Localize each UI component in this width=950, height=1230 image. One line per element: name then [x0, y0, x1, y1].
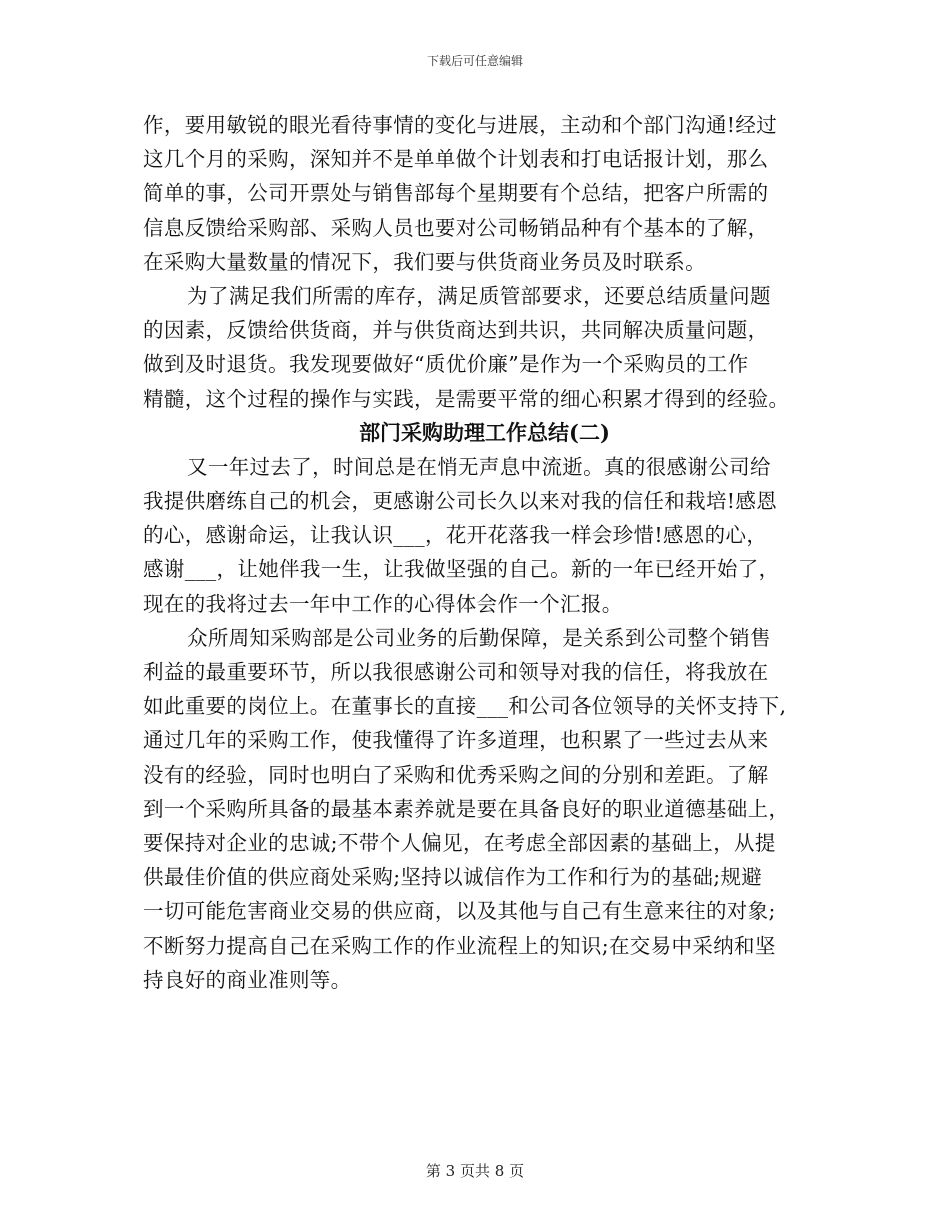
paragraph	[143, 279, 818, 416]
text-line: 作，要用敏锐的眼光看待事情的变化与进展，主动和个部门沟通!经过	[143, 113, 778, 137]
text-line: 现在的我将过去一年中工作的心得体会作一个汇报。	[143, 591, 623, 616]
text-line: 通过几年的采购工作，使我懂得了许多道理，也积累了一些过去从来	[143, 728, 769, 753]
text-line: 为了满足我们所需的库存，满足质管部要求，还要总结质量问题	[187, 283, 771, 308]
text-line: 做到及时退货。我发现要做好“质优价廉”是作为一个采购员的工作	[143, 352, 749, 377]
text-line: 在采购大量数量的情况下，我们要与供货商业务员及时联系。	[143, 249, 706, 274]
paragraph	[143, 621, 818, 997]
text-line: 众所周知采购部是公司业务的后勤保障，是关系到公司整个销售	[187, 625, 771, 650]
text-line: 一切可能危害商业交易的供应商，以及其他与自己有生意来往的对象;	[143, 899, 776, 924]
text-line: 如此重要的岗位上。在董事长的直接___和公司各位领导的关怀支持下,	[143, 694, 787, 719]
document-body	[143, 108, 818, 997]
paragraph	[143, 108, 818, 279]
text-line: 要保持对企业的忠诚;不带个人偏见，在考虑全部因素的基础上，从提	[143, 830, 776, 855]
page-header: 下载后可任意编辑	[426, 54, 523, 68]
text-line: 供最佳价值的供应商处采购;坚持以诚信作为工作和行为的基础;规避	[143, 865, 763, 890]
text-line: 不断努力提高自己在采购工作的作业流程上的知识;在交易中采纳和坚	[143, 933, 776, 958]
text-line: 到一个采购所具备的最基本素养就是要在具备良好的职业道德基础上，	[143, 796, 790, 821]
section-title: 部门采购助理工作总结(二)	[359, 419, 610, 445]
text-line: 信息反馈给采购部、采购人员也要对公司畅销品种有个基本的了解，	[143, 215, 769, 240]
text-line: 精髓，这个过程的操作与实践，是需要平常的细心积累才得到的经验。	[143, 386, 790, 411]
page-number: 第 3 页共 8 页	[425, 1162, 525, 1180]
text-line: 又一年过去了，时间总是在悄无声息中流逝。真的很感谢公司给	[187, 454, 771, 479]
text-line: 持良好的商业准则等。	[143, 967, 352, 992]
paragraph	[143, 450, 818, 621]
text-line: 这几个月的采购，深知并不是单单做个计划表和打电话报计划，那么	[143, 147, 769, 172]
text-line: 感谢___，让她伴我一生，让我做坚强的自己。新的一年已经开始了，	[143, 557, 780, 582]
text-line: 我提供磨练自己的机会，更感谢公司长久以来对我的信任和栽培!感恩	[143, 489, 778, 514]
text-line: 的心，感谢命运，让我认识___，花开花落我一样会珍惜!感恩的心，	[143, 523, 768, 548]
text-line: 没有的经验，同时也明白了采购和优秀采购之间的分别和差距。了解	[143, 762, 769, 787]
text-line: 简单的事，公司开票处与销售部每个星期要有个总结，把客户所需的	[143, 181, 769, 206]
text-line: 利益的最重要环节，所以我很感谢公司和领导对我的信任，将我放在	[143, 660, 769, 684]
text-line: 的因素，反馈给供货商，并与供货商达到共识，共同解决质量问题，	[143, 318, 769, 343]
